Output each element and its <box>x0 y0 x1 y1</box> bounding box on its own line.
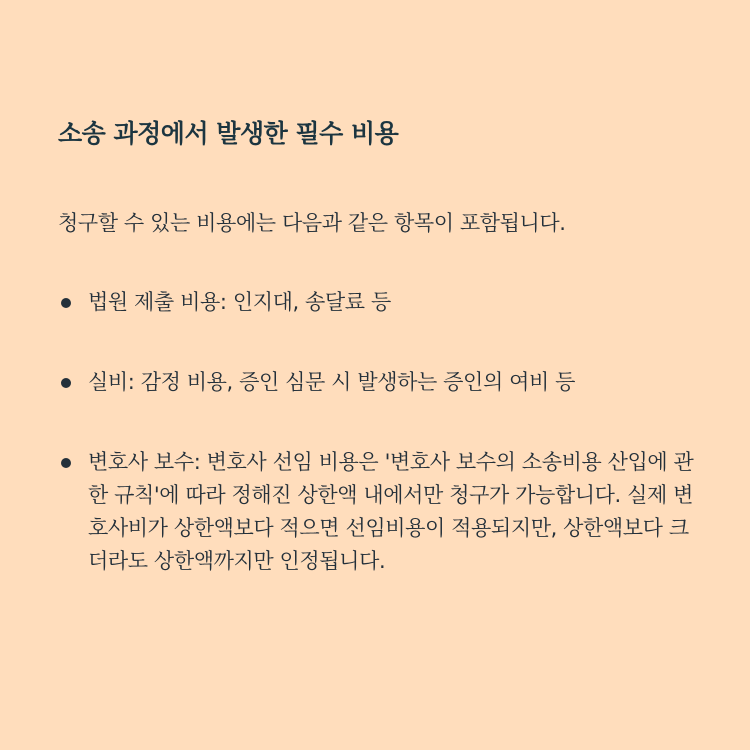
list-item-text: 법원 제출 비용: 인지대, 송달료 등 <box>88 290 391 314</box>
bullet-dot-icon <box>61 298 71 308</box>
bullet-list <box>58 286 694 578</box>
bullet-dot-icon <box>61 458 71 468</box>
bullet-dot-icon <box>61 378 71 388</box>
list-item-actual-expenses <box>58 366 694 399</box>
list-item-text: 변호사 보수: 변호사 선임 비용은 '변호사 보수의 소송비용 산입에 관한 규칙'에 따라 정해진 상한액 내에서만 청구가 가능합니다. 실제 변호사비가 상한액보다 적으면 선임비용이 적용되지만, 상한액보다 크더라도 상한액까지만 인정됩니다. <box>88 450 694 573</box>
list-item-text: 실비: 감정 비용, 증인 심문 시 발생하는 증인의 여비 등 <box>88 370 576 394</box>
section-title: 소송 과정에서 발생한 필수 비용 <box>58 119 399 148</box>
intro-text: 청구할 수 있는 비용에는 다음과 같은 항목이 포함됩니다. <box>58 211 566 235</box>
list-item-attorney-fees <box>58 446 694 578</box>
list-item-court-fees <box>58 286 694 319</box>
